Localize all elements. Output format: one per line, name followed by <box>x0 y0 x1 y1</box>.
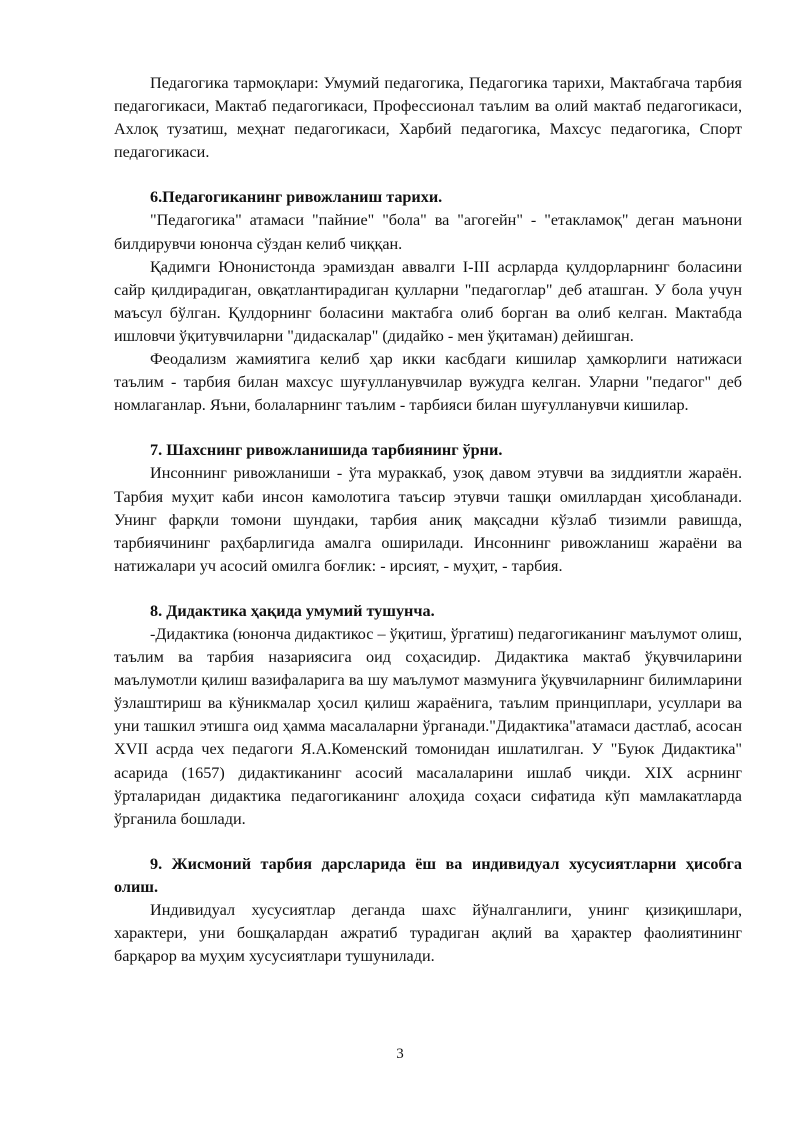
section-7-paragraph-1: Инсоннинг ривожланиши - ўта мураккаб, узоқ давом этувчи ва зиддиятли жараён. Тарбия муҳит каби инсон камолотига таъсир этувчи ташқи омиллардан ҳисобланади. Унинг фарқли томони шундаки, тарбия аниқ мақсадни кўзлаб тизимли равишда, тарбиячининг раҳбарлигида амалга оширилади. Инсоннинг ривожланиш жараёни ва натижалари уч асосий омилга боғлик: - ирсият, - муҳит, - тарбия. <box>114 464 742 575</box>
document-page <box>114 72 742 968</box>
section-6-paragraph-3: Феодализм жамиятига келиб ҳар икки касбдаги кишилар ҳамкорлиги натижаси таълим - тарбия билан махсус шуғулланувчилар вужудга келган. Уларни "педагог" деб номлаганлар. Яъни, болаларнинг таълим - тарбияси билан шуғулланувчи кишилар. <box>114 350 742 415</box>
page-number: 3 <box>396 1046 404 1062</box>
section-7-heading: 7. Шахснинг ривожланишида тарбиянинг ўрни. <box>150 441 503 460</box>
section-6-paragraph-2: Қадимги Юнонистонда эрамиздан аввалги I-III асрларда қулдорларнинг боласини сайр қилдирадиган, овқатлантирадиган қулларни "педагоглар" деб аташган. У бола учун маъсул бўлган. Қулдорнинг боласини мактабга олиб борган ва олиб келган. Мактабда ишловчи ўқитувчиларни "дидаскалар" (дидайко - мен ўқитаман) дейишган. <box>114 257 742 345</box>
section-8-heading: 8. Дидактика ҳақида умумий тушунча. <box>150 601 435 620</box>
section-6-paragraph-1: "Педагогика" атамаси "пайние" "бола" ва "агогейн" - "етакламоқ" деган маънони билдирувчи юнонча сўздан келиб чиққан. <box>114 211 742 253</box>
section-8-paragraph-1: -Дидактика (юнонча дидактикос – ўқитиш, ўргатиш) педагогиканинг маълумот олиш, таълим ва тарбия назариясига оид соҳасидир. Дидактика мактаб ўқувчиларини маълумотли қилиш вазифаларига ва шу маълумот мазмунига ўқувчиларнинг билимларини ўзлаштириш ва кўникмалар ҳосил қилиш жараёнига, таълим принциплари, усуллари ва уни ташкил этишга оид ҳамма масалаларни ўрганади."Дидактика"атамаси дастлаб, асосан XVII асрда чех педагоги Я.А.Коменский томонидан ишлатилган. У "Буюк Дидактика" асарида (1657) дидактиканинг асосий масалаларини ишлаб чиқди. XIX асрнинг ўрталаридан дидактика педагогиканинг алоҳида соҳаси сифатида кўп мамлакатларда ўрганила бошлади. <box>114 624 742 828</box>
section-9-heading: 9. Жисмоний тарбия дарсларида ёш ва индивидуал хусусиятларни ҳисобга олиш. <box>114 854 742 896</box>
intro-paragraph: Педагогика тармоқлари: Умумий педагогика, Педагогика тарихи, Мактабгача тарбия педагогикаси, Мактаб педагогикаси, Профессионал таълим ва олий мактаб педагогикаси, Ахлоқ тузатиш, меҳнат педагогикаси, Харбий педагогика, Махсус педагогика, Спорт педагогикаси. <box>114 74 742 162</box>
section-9-paragraph-1: Индивидуал хусусиятлар деганда шахс йўналганлиги, унинг қизиқишлари, характери, уни бошқалардан ажратиб турадиган ақлий ва ҳарактер фаолиятининг барқарор ва муҳим хусусиятлари тушунилади. <box>114 901 742 966</box>
section-6-heading: 6.Педагогиканинг ривожланиш тарихи. <box>150 188 443 207</box>
